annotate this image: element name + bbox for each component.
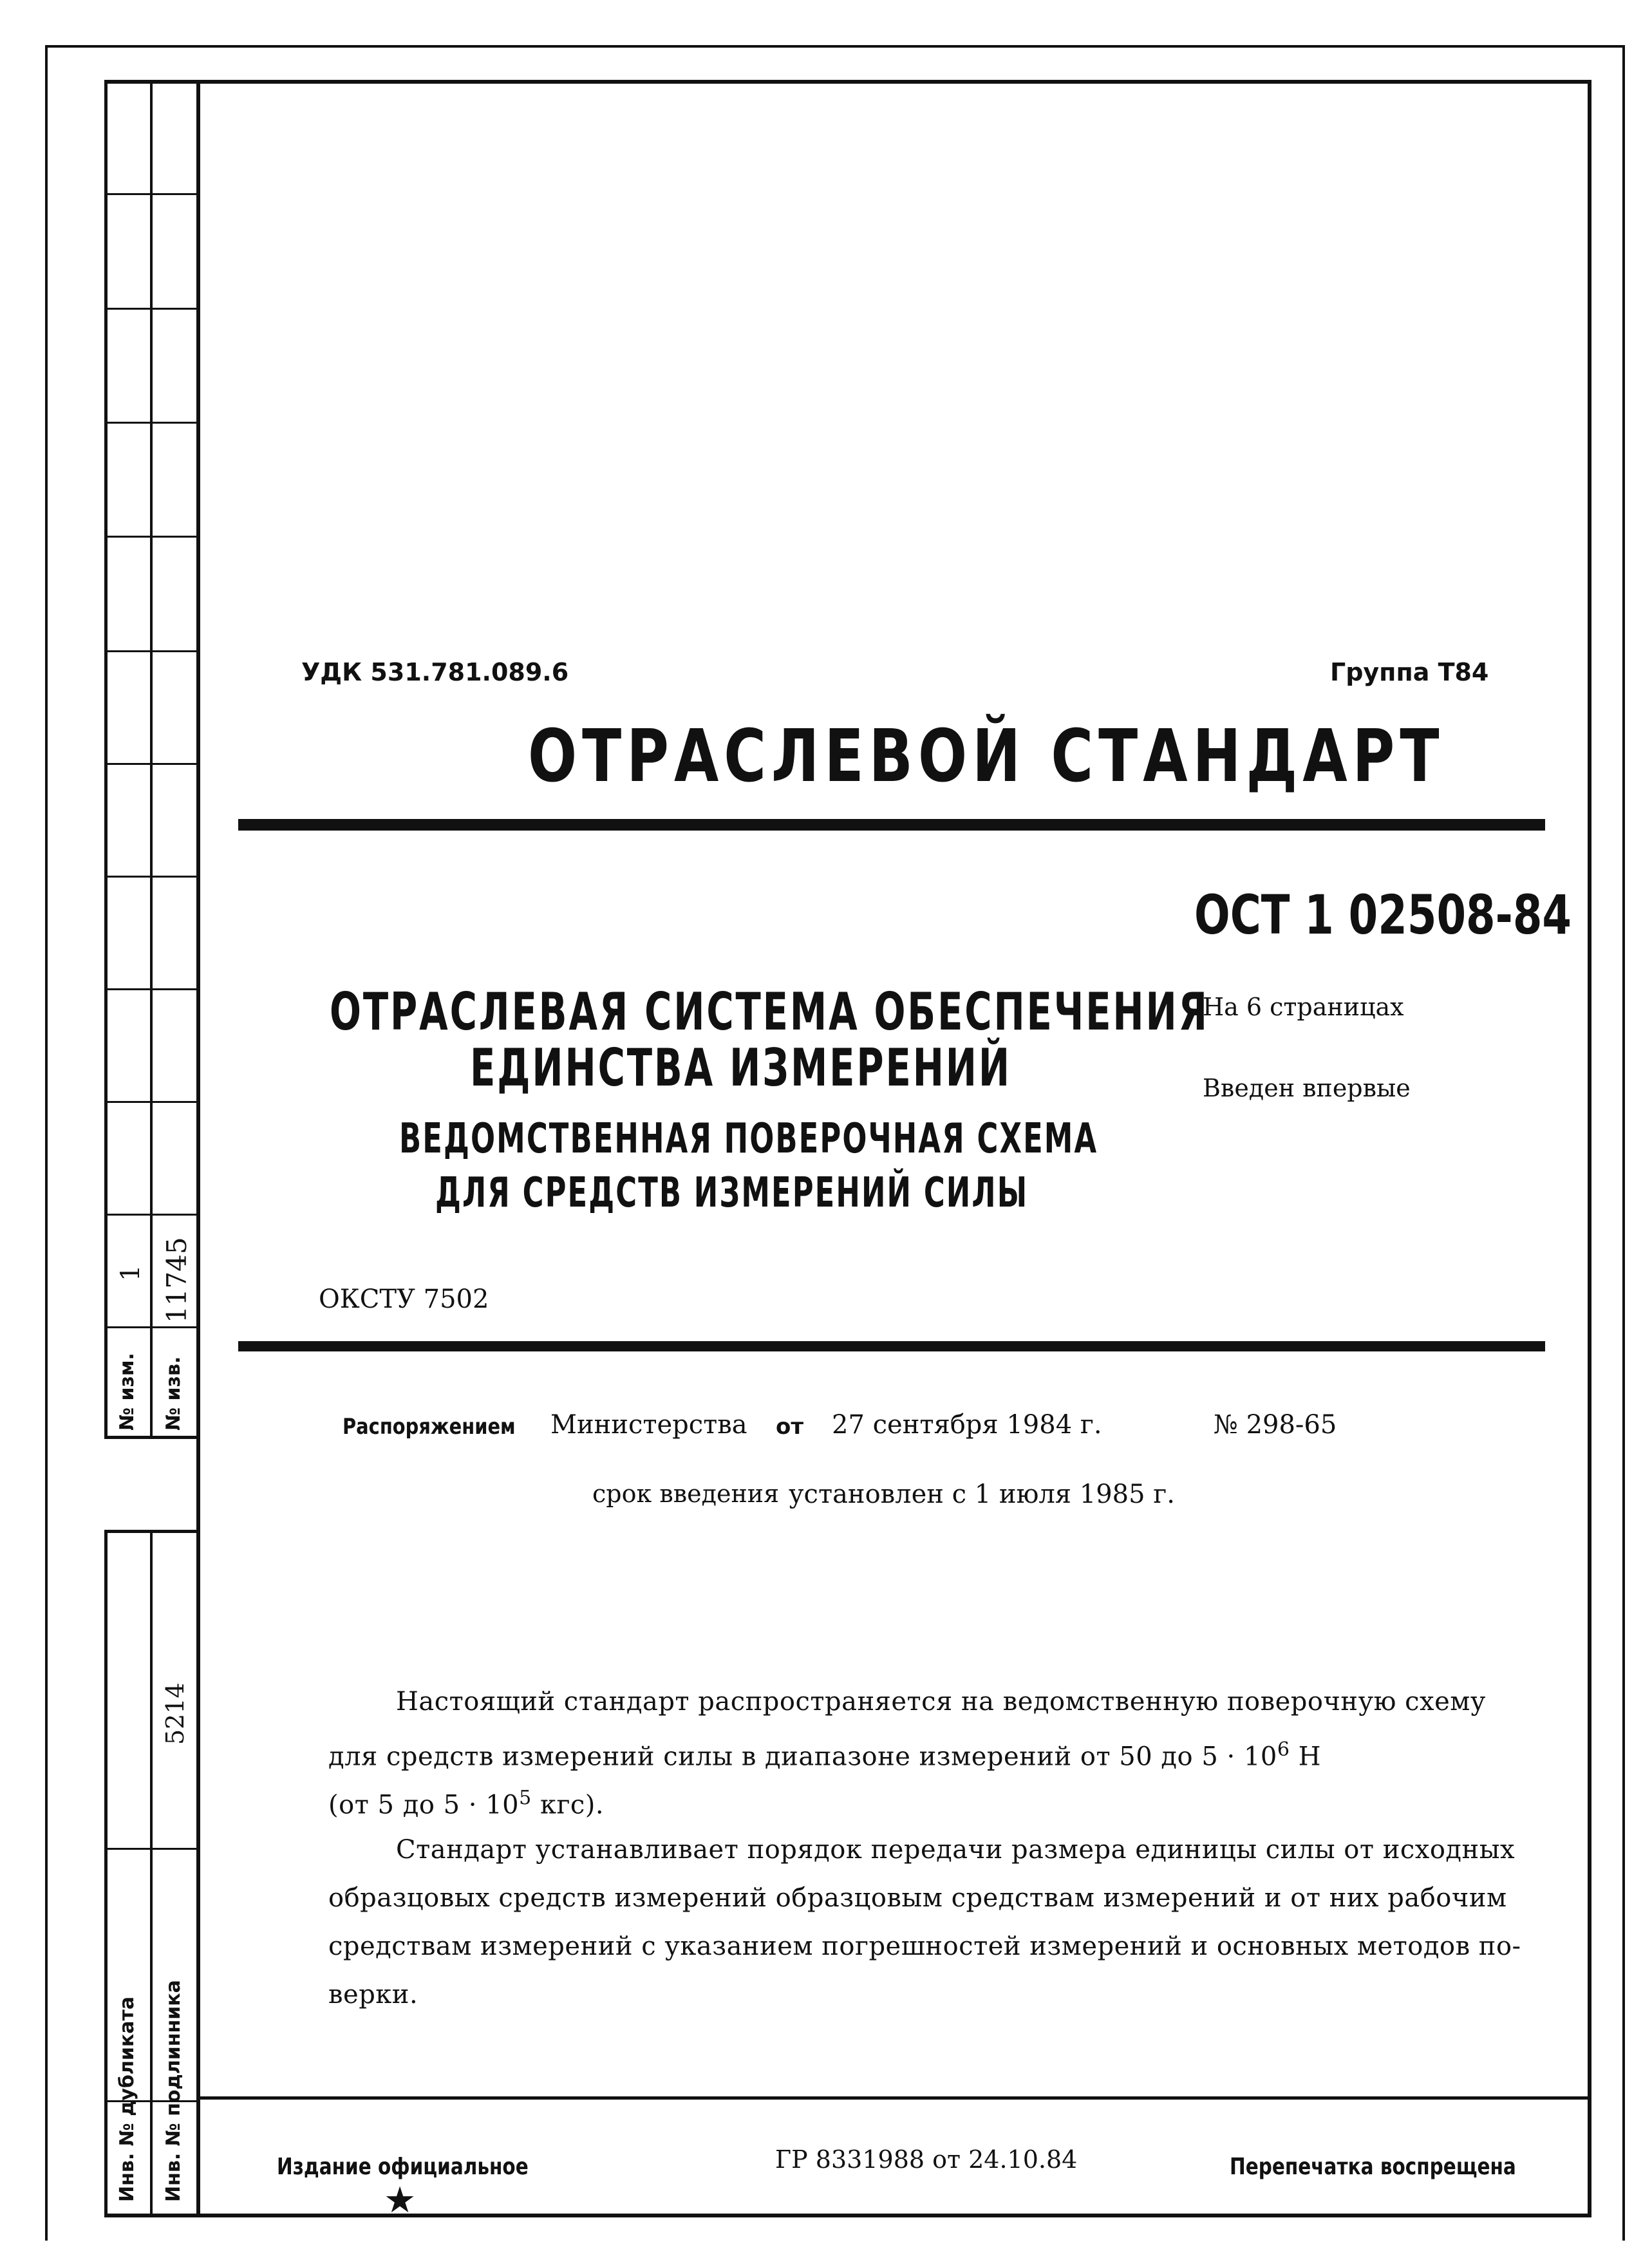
outer-frame-top [45, 45, 1625, 48]
okstu-code: ОКСТУ 7502 [319, 1284, 489, 1314]
inner-frame-left-outer [104, 80, 108, 1438]
margin-divider [104, 1848, 198, 1850]
notice-no: 11745 [161, 1237, 192, 1323]
group-code: Группа Т84 [1330, 658, 1489, 686]
title-line-2: ЕДИНСТВА ИЗМЕРЕНИЙ [470, 1038, 1011, 1098]
margin-divider [104, 763, 198, 765]
body-p1-line1: Настоящий стандарт распространяется на ведомственную поверочную схему [396, 1687, 1486, 1717]
body-p1-line3 [328, 1787, 604, 1820]
star-icon: ★ [384, 2179, 417, 2221]
reprint-prohibited: Перепечатка воспрещена [1230, 2154, 1516, 2180]
body-p1-line3-exp: 5 [519, 1787, 532, 1809]
outer-frame-right [1622, 45, 1625, 2241]
header-rule [238, 819, 1545, 831]
margin-divider [104, 988, 198, 990]
content-left-border [196, 80, 200, 2217]
inner-frame-left-outer-lower [104, 1530, 108, 2217]
inner-frame-bottom [104, 2214, 1591, 2217]
margin-strip-mid-lower [150, 1530, 153, 2217]
margin-divider [104, 536, 198, 538]
body-p2-line4: верки. [328, 1980, 418, 2009]
title-rule [238, 1341, 1545, 1351]
body-p1-line2 [328, 1738, 1321, 1771]
change-no-label: № изм. [116, 1353, 138, 1431]
body-p1-line3-text: (от 5 до 5 · 10 [328, 1790, 520, 1820]
inner-frame-top [104, 80, 1591, 84]
inner-frame-right [1588, 80, 1591, 2217]
margin-divider [104, 422, 198, 424]
order-label: Распоряжением [343, 1414, 516, 1440]
udk-code: УДК 531.781.089.6 [301, 658, 569, 686]
footer-rule [196, 2096, 1591, 2100]
margin-divider-bold [104, 1530, 198, 1533]
body-p2-line2: образцовых средств измерений образцовым средствам измерений и от них рабочим [328, 1883, 1507, 1913]
registration-number: ГР 8331988 от 24.10.84 [775, 2145, 1078, 2174]
body-p2-line1: Стандарт устанавливает порядок передачи размера единицы силы от исходных [396, 1835, 1516, 1865]
margin-divider [104, 1326, 198, 1328]
change-no: 1 [116, 1265, 145, 1281]
margin-divider [104, 650, 198, 652]
effective-prefix: срок введения [592, 1480, 780, 1508]
body-p1-line2-exp: 6 [1277, 1738, 1290, 1761]
introduced-note: Введен впервые [1203, 1074, 1411, 1102]
title-line-3: ВЕДОМСТВЕННАЯ ПОВЕРОЧНАЯ СХЕМА [399, 1115, 1098, 1163]
body-p1-line3-unit: кгс). [540, 1790, 605, 1820]
original-inventory-label: Инв. № подлинника [162, 1980, 185, 2202]
margin-divider [104, 1214, 198, 1216]
margin-divider [104, 876, 198, 878]
page-count: На 6 страницах [1203, 993, 1404, 1021]
outer-frame-left [45, 45, 48, 2241]
margin-strip-mid [150, 80, 153, 1438]
effective-date: установлен с 1 июля 1985 г. [789, 1480, 1175, 1509]
order-date: 27 сентября 1984 г. [832, 1410, 1102, 1440]
order-number: № 298-65 [1214, 1410, 1337, 1440]
margin-divider [104, 308, 198, 310]
margin-divider-bold [104, 1436, 198, 1439]
notice-no-label: № изв. [162, 1356, 185, 1431]
margin-divider [104, 1101, 198, 1103]
standard-number: ОСТ 1 02508-84 [1194, 883, 1572, 946]
body-p2-line3: средствам измерений с указанием погрешностей измерений и основных методов по- [328, 1932, 1521, 1961]
duplicate-inventory-label: Инв. № дубликата [116, 1996, 138, 2202]
main-title: ОТРАСЛЕВОЙ СТАНДАРТ [528, 715, 1445, 798]
order-ministry: Министерства [550, 1410, 747, 1440]
body-p1-line2-text: для средств измерений силы в диапазоне измерений от 50 до 5 · 10 [328, 1742, 1277, 1772]
title-line-4: ДЛЯ СРЕДСТВ ИЗМЕРЕНИЙ СИЛЫ [435, 1169, 1029, 1217]
official-edition: Издание официальное [277, 2154, 529, 2180]
body-p1-line2-unit: Н [1298, 1742, 1322, 1772]
order-from: от [776, 1414, 804, 1440]
original-inventory-no: 5214 [161, 1682, 189, 1745]
title-line-1: ОТРАСЛЕВАЯ СИСТЕМА ОБЕСПЕЧЕНИЯ [330, 982, 1209, 1042]
margin-divider [104, 193, 198, 195]
